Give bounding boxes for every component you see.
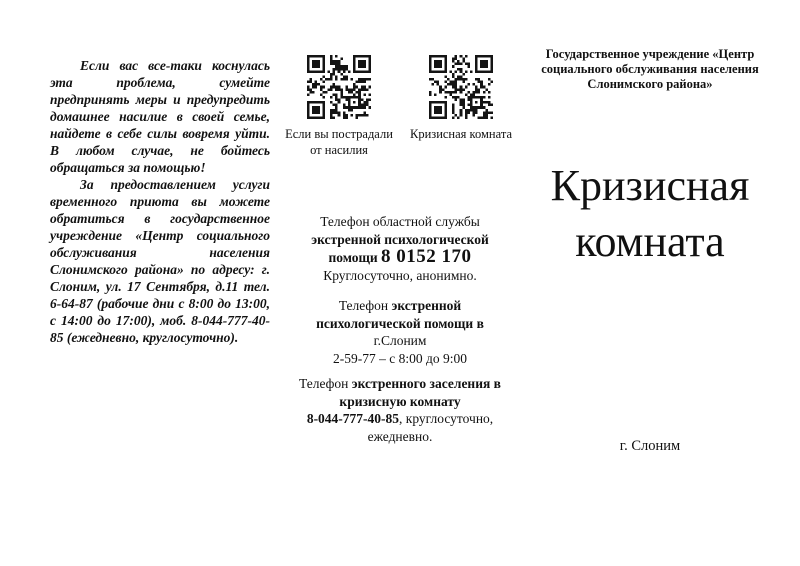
- qr-row: [285, 55, 515, 158]
- city-helpline-bold-line2: психологической помощи в: [316, 315, 484, 331]
- crisis-room-phone-last-line: ежедневно.: [367, 428, 433, 444]
- qr-code-victim-icon: [307, 55, 371, 119]
- city-label: г. Слоним: [619, 438, 681, 454]
- crisis-room-phone-prefix: Телефон: [299, 376, 352, 391]
- city-helpline-place: г.Слоним: [373, 333, 427, 348]
- city-helpline-schedule: 2-59-77 – с 8:00 до 9:00: [333, 350, 467, 366]
- qr-caption-victim: Если вы пострадали от насилия: [285, 127, 393, 157]
- city-helpline-bold-line1: экстренной: [391, 298, 462, 313]
- middle-column: [285, 55, 515, 445]
- intro-paragraph: Если вас все-таки коснулась эта проблема, сумейте предпринять меры и предупредить домашнее насилие в своей семье, найдете в себе силы вовремя уйти. В любом случае, не бойтесь обращаться за помощью!: [50, 58, 270, 175]
- page-title-line1: Кризисная: [550, 161, 750, 210]
- crisis-room-phone-block: [285, 375, 515, 445]
- contact-paragraph: За предоставлением услуги временного приюта вы можете обратиться в государственное учреждение «Центр социального обслуживания населения Слонимского района» по адресу: г. Слоним, ул. 17 Сентября, д.11 тел. 6-64-87 (рабочие дни с 8:00 до 13:00, с 14:00 до 17:00), моб. 8-044-777-40-85 (ежедневно, круглосуточно).: [50, 177, 270, 345]
- regional-helpline-line1: Телефон областной службы: [320, 214, 480, 229]
- page-title-line2: комната: [575, 217, 725, 266]
- regional-helpline-line2: экстренной психологической: [311, 231, 489, 247]
- qr-caption-crisis-room: Кризисная комната: [409, 127, 512, 141]
- crisis-room-phone-suffix: , круглосуточно,: [399, 411, 494, 426]
- qr-figure-victim: [285, 55, 393, 158]
- regional-helpline-block: [285, 213, 515, 284]
- crisis-room-phone-number: 8-044-777-40-85: [306, 411, 400, 426]
- right-column: [522, 0, 778, 566]
- regional-helpline-number: 8 0152 170: [381, 246, 472, 267]
- qr-figure-crisis-room: [407, 55, 515, 158]
- organization-header: Государственное учреждение «Центр социального обслуживания населения Слонимского района»: [541, 47, 759, 91]
- crisis-room-phone-bold-line2: кризисную комнату: [339, 393, 461, 409]
- regional-helpline-availability: Круглосуточно, анонимно.: [323, 267, 477, 283]
- city-helpline-prefix: Телефон: [338, 298, 392, 313]
- crisis-room-phone-bold-line1: экстренного заселения в: [351, 376, 501, 391]
- regional-helpline-line3-label: помощи: [328, 250, 378, 265]
- page-title: [522, 158, 778, 270]
- left-column: [50, 57, 270, 346]
- city-helpline-block: [285, 297, 515, 367]
- qr-code-crisis-room-icon: [429, 55, 493, 119]
